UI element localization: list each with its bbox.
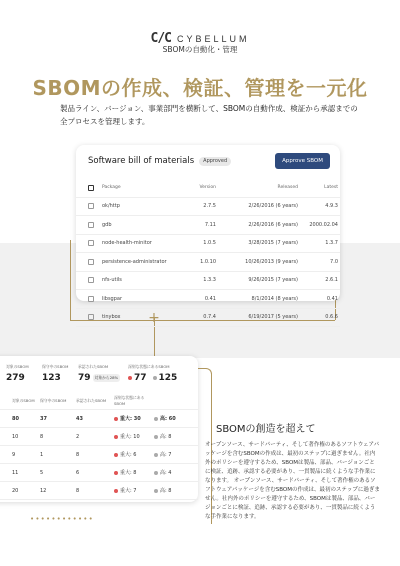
critical-dot-icon [114, 417, 118, 421]
stat-pill: 対象から28% [94, 375, 119, 380]
connector-line [70, 240, 71, 320]
table-row[interactable] [0, 482, 198, 500]
section-body: オープンソース、サードパーティ、そして著作権のあるソフトウェアパッケージを含むSBOMの作成は、最初のステップに過ぎません。社内外のポリシーを遵守するため、SBOMは製品、部品、バージョンごとに検証、追跡、承認する必要があり、一貫製品に続くような手作業になります。 オープンソース、サードパーティ、そして著作権のあるソフトウェアパッケージを含むSBOMの作成は、最初のステップに過ぎません。社内外のポリシーを遵守するため、SBOMは製品、部品、バージョンごとに検証、追跡、承認する必要があり、一貫製品に続くような手作業になります。 [205, 442, 380, 520]
cell: 20 [12, 487, 19, 494]
tagline: SBOMの自動化・管理 [162, 45, 238, 54]
stat-item [6, 364, 42, 383]
cell: 11 [12, 469, 19, 476]
package-latest: 2000.02.04 [309, 221, 338, 228]
table-row[interactable] [76, 216, 340, 235]
column-header: 深刻な状態にあるSBOM [114, 395, 145, 406]
critical-count: 重大: 6 [120, 452, 137, 458]
column-header: 対象のSBOM [12, 397, 35, 403]
high-dot-icon [154, 489, 158, 493]
package-version: 0.41 [204, 295, 216, 302]
package-latest: 4.9.3 [325, 203, 338, 210]
package-version: 1.3.3 [203, 277, 216, 284]
package-released: 10/26/2013 (9 years) [245, 258, 298, 265]
package-released: 9/26/2015 (7 years) [248, 277, 298, 284]
cell: 43 [76, 415, 83, 422]
column-header: Latest [324, 185, 338, 191]
high-dot-icon [153, 376, 157, 380]
package-released: 2/26/2016 (6 years) [248, 203, 298, 210]
cell: 9 [12, 451, 16, 458]
stat-label: 保守中のSBOM [42, 364, 69, 369]
table-row[interactable] [76, 272, 340, 291]
stat-value: 123 [42, 373, 61, 383]
critical-count: 重大: 8 [120, 470, 137, 476]
package-latest: 0.41 [326, 295, 338, 302]
critical-dot-icon [114, 489, 118, 493]
high-count: 高: 60 [160, 416, 176, 422]
brand-name: CYBELLUM [176, 33, 250, 44]
sbom-card [76, 145, 340, 321]
high-count: 高: 8 [160, 434, 172, 440]
critical-count: 重大: 7 [120, 488, 137, 494]
cell: 8 [76, 487, 80, 494]
approve-sbom-button[interactable]: Approve SBOM [275, 153, 330, 169]
logo-mark-icon: C/C [150, 31, 171, 46]
package-name: node-health-minitor [102, 240, 152, 247]
column-header: Version [199, 185, 216, 191]
table-row[interactable] [0, 428, 198, 446]
cell: 1 [40, 451, 44, 458]
table-row[interactable] [76, 290, 340, 309]
package-released: 2/26/2016 (6 years) [248, 221, 298, 228]
high-dot-icon [154, 453, 158, 457]
stat-extra: 125 [158, 373, 178, 383]
stat-item [78, 364, 128, 383]
status-badge: Approved [199, 157, 231, 166]
page-subtitle: 製品ライン、バージョン、事業部門を横断して、SBOMの自動作成、検証から承認までの全プロセスを管理します。 [60, 104, 358, 126]
section-title: SBOMの創造を超えて [216, 424, 316, 435]
stat-value: 279 [6, 373, 25, 383]
cell: 10 [12, 433, 19, 440]
stat-item [128, 364, 188, 383]
table-row[interactable] [76, 309, 340, 328]
table-row[interactable] [0, 410, 198, 428]
package-released: 3/28/2015 (7 years) [248, 240, 298, 247]
package-name: nfs-utils [102, 277, 122, 284]
table-header-row [0, 392, 198, 410]
cell: 6 [76, 469, 80, 476]
high-count: 高: 8 [160, 488, 172, 494]
high-dot-icon [154, 471, 158, 475]
table-header-row [76, 179, 340, 198]
column-header: Package [102, 185, 121, 191]
package-latest: 2.6.1 [325, 277, 338, 284]
critical-dot-icon [114, 435, 118, 439]
stat-label: 対象のSBOM [6, 364, 29, 369]
cell: 80 [12, 415, 19, 422]
row-checkbox[interactable] [88, 203, 94, 209]
package-name: ok/http [102, 203, 120, 210]
package-version: 0.7.4 [203, 314, 216, 321]
critical-dot-icon [114, 453, 118, 457]
table-row[interactable] [76, 253, 340, 272]
sbom-stats-card [0, 356, 198, 502]
package-released: 8/1/2014 (8 years) [251, 295, 298, 302]
package-name: gdb [102, 221, 112, 228]
package-name: tinybox [102, 314, 121, 321]
row-checkbox[interactable] [88, 240, 94, 246]
stat-value: 77 [134, 373, 147, 383]
package-latest: 0.6.6 [325, 314, 338, 321]
row-checkbox[interactable] [88, 314, 94, 320]
cell: 2 [76, 433, 80, 440]
cell: 37 [40, 415, 47, 422]
stat-label: 承認されたSBOM [78, 364, 109, 369]
sbom-stats-table [0, 392, 198, 500]
connector-line [198, 368, 212, 384]
page-title: SBOMの作成、検証、管理を一元化 [32, 76, 368, 100]
high-dot-icon [154, 417, 158, 421]
sbom-table [76, 179, 340, 327]
critical-count: 重大: 30 [120, 416, 141, 422]
table-row[interactable] [0, 446, 198, 464]
stat-value: 79 [78, 373, 91, 383]
row-checkbox[interactable] [88, 296, 94, 302]
package-version: 1.0.5 [203, 240, 216, 247]
package-version: 1.0.10 [200, 258, 216, 265]
package-name: persistence-administrator [102, 258, 167, 265]
high-count: 高: 7 [160, 452, 172, 458]
column-header: Released [277, 185, 298, 191]
row-checkbox[interactable] [88, 277, 94, 283]
critical-count: 重大: 10 [120, 434, 140, 440]
column-header: 承認されたSBOM [76, 397, 107, 403]
plus-icon: + [148, 310, 160, 326]
sbom-card-title: Software bill of materials [88, 156, 195, 166]
table-row[interactable] [76, 235, 340, 254]
package-version: 2.7.5 [203, 203, 216, 210]
cell: 5 [40, 469, 44, 476]
package-latest: 7.0 [330, 258, 338, 265]
stat-item [42, 364, 78, 383]
critical-dot-icon [114, 471, 118, 475]
package-name: libsgpar [102, 295, 123, 302]
row-checkbox[interactable] [88, 222, 94, 228]
cell: 8 [40, 433, 44, 440]
high-dot-icon [154, 435, 158, 439]
select-all-checkbox[interactable] [88, 185, 94, 191]
column-header: 保守中のSBOM [40, 397, 67, 403]
decorative-dots: •••••••••••• [30, 515, 94, 523]
critical-dot-icon [128, 376, 132, 380]
package-latest: 1.3.7 [325, 240, 338, 247]
cell: 12 [40, 487, 47, 494]
table-row[interactable] [0, 464, 198, 482]
stat-label: 深刻な状態にあるSBOM [128, 364, 170, 369]
row-checkbox[interactable] [88, 259, 94, 265]
package-released: 6/19/2017 (5 years) [248, 314, 298, 321]
package-version: 7.11 [204, 221, 216, 228]
table-row[interactable] [76, 198, 340, 217]
cell: 8 [76, 451, 80, 458]
high-count: 高: 4 [160, 470, 172, 476]
stats-row [0, 356, 198, 383]
